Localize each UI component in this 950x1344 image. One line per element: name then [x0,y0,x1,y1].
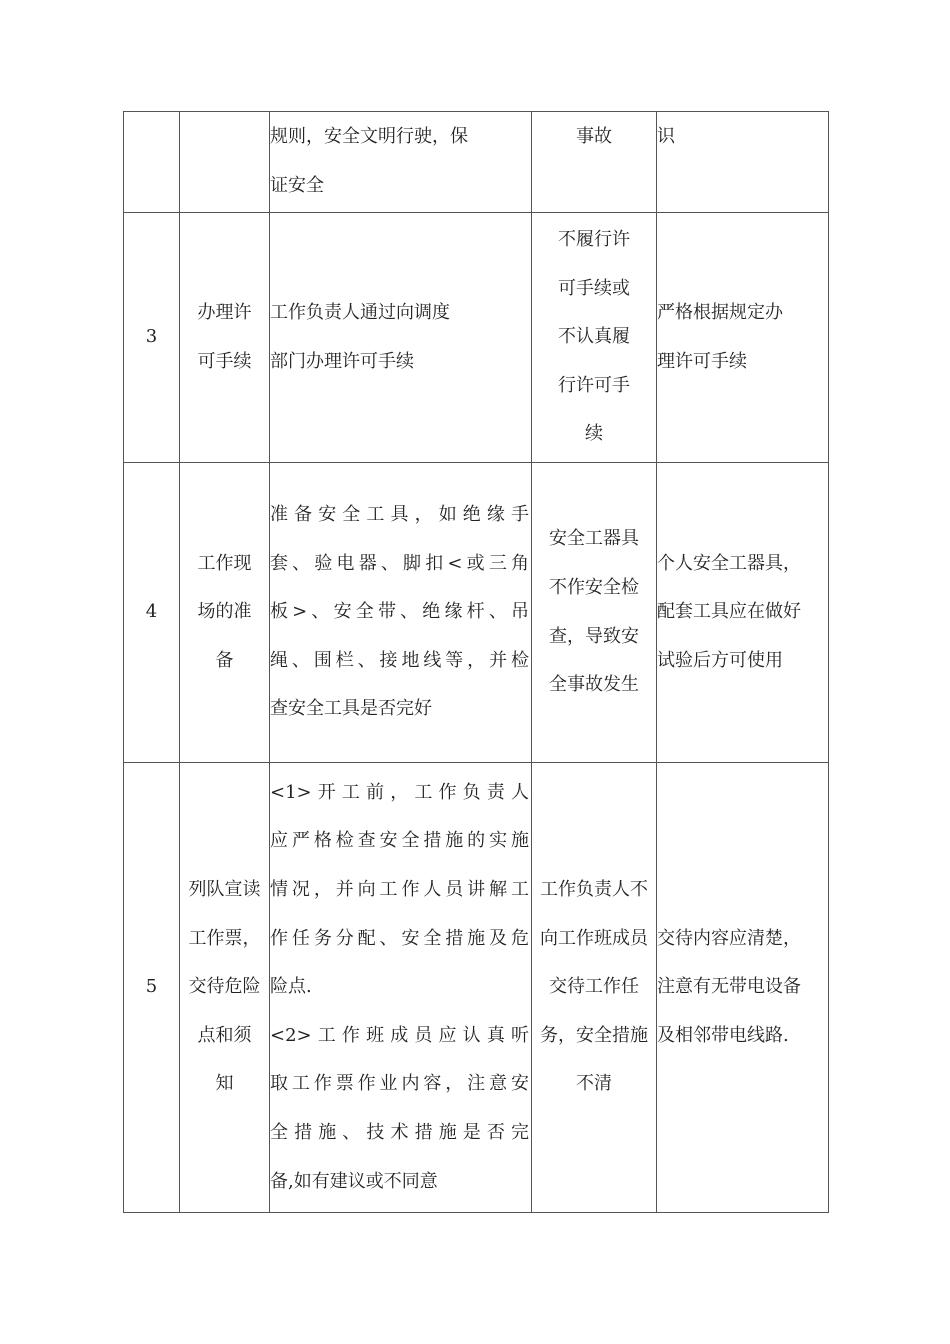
description-cell [270,763,532,1213]
control-cell [657,463,829,763]
text-line: 证安全 [270,174,324,196]
row-number [124,112,180,213]
text-line: 不清 [576,1073,612,1095]
text-line: 部门办理许可手续 [270,350,414,372]
text-line: 办理许 [197,301,252,323]
text-line: 理许可手续 [657,350,747,372]
step-cell [180,463,270,763]
table-row [124,213,829,463]
text-line: 可手续 [197,350,252,372]
risk-cell [532,463,657,763]
control-cell [657,763,829,1213]
table-row [124,763,829,1213]
text-line: 绳、围栏、接地线等，并检 [270,649,529,671]
text-line: 列队宣读 [188,879,261,901]
text-line: <1>开工前，工作负责人 [270,781,529,803]
text-line: 务，安全措施 [540,1024,648,1046]
text-line: 交待内容应清楚， [657,927,801,949]
text-line: 行许可手 [558,374,630,396]
text-line: 配套工具应在做好 [657,601,801,623]
text-line: 不作安全检 [549,576,639,598]
text-line: 可手续或 [558,277,630,299]
text-line: 查，导致安 [549,625,639,647]
text-line: 续 [585,423,603,445]
text-line: 工作负责人通过向调度 [270,301,450,323]
text-line: 准备安全工具，如绝缘手 [270,504,529,526]
risk-cell [532,112,657,213]
risk-cell [532,213,657,463]
text-line: 及相邻带电线路. [657,1024,789,1046]
text-line: 查安全工具是否完好 [270,698,432,720]
text-line: 不履行许 [558,229,630,251]
text-line: 不认真履 [558,326,630,348]
text-line: 取工作票作业内容，注意安 [270,1073,529,1095]
text-line: 知 [215,1073,234,1095]
work-procedure-table [123,111,829,1213]
text-line: 严格根据规定办 [657,301,783,323]
text-line: 场的准 [197,601,252,623]
control-cell [657,112,829,213]
text-line: 识 [657,126,675,147]
text-line: 事故 [576,126,612,147]
description-cell [270,463,532,763]
risk-cell [532,763,657,1213]
text-line: 个人安全工器具， [657,552,801,574]
description-cell [270,213,532,463]
text-line: 险点. [270,976,312,998]
text-line: 情况，并向工作人员讲解工 [270,879,529,901]
text-line: <2>工作班成员应认真听 [270,1024,529,1046]
text-line: 工作负责人不 [540,879,648,901]
table-row [124,112,829,213]
text-line: 试验后方可使用 [657,649,783,671]
row-number: 4 [124,463,180,763]
text-line: 全事故发生 [549,674,639,696]
text-line: 点和须 [197,1024,252,1046]
step-cell [180,112,270,213]
text-line: 板>、安全带、绝缘杆、吊 [270,601,529,623]
text-line: 工作票， [188,927,261,949]
text-line: 向工作班成员 [540,927,648,949]
text-line: 应严格检查安全措施的实施 [270,830,529,852]
text-line: 作任务分配、安全措施及危 [270,927,529,949]
row-number: 5 [124,763,180,1213]
step-cell [180,213,270,463]
text-line: 备,如有建议或不同意 [270,1170,438,1192]
row-number: 3 [124,213,180,463]
control-cell [657,213,829,463]
step-cell [180,763,270,1213]
text-line: 工作现 [197,552,252,574]
table-row [124,463,829,763]
text-line: 套、验电器、脚扣<或三角 [270,552,529,574]
text-line: 交待工作任 [549,976,639,998]
description-cell [270,112,532,213]
text-line: 交待危险 [188,976,261,998]
text-line: 备 [215,649,234,671]
text-line: 规则，安全文明行驶，保 [270,126,468,147]
text-line: 注意有无带电设备 [657,976,801,998]
text-line: 全措施、技术措施是否完 [270,1121,529,1143]
text-line: 安全工器具 [549,528,639,550]
